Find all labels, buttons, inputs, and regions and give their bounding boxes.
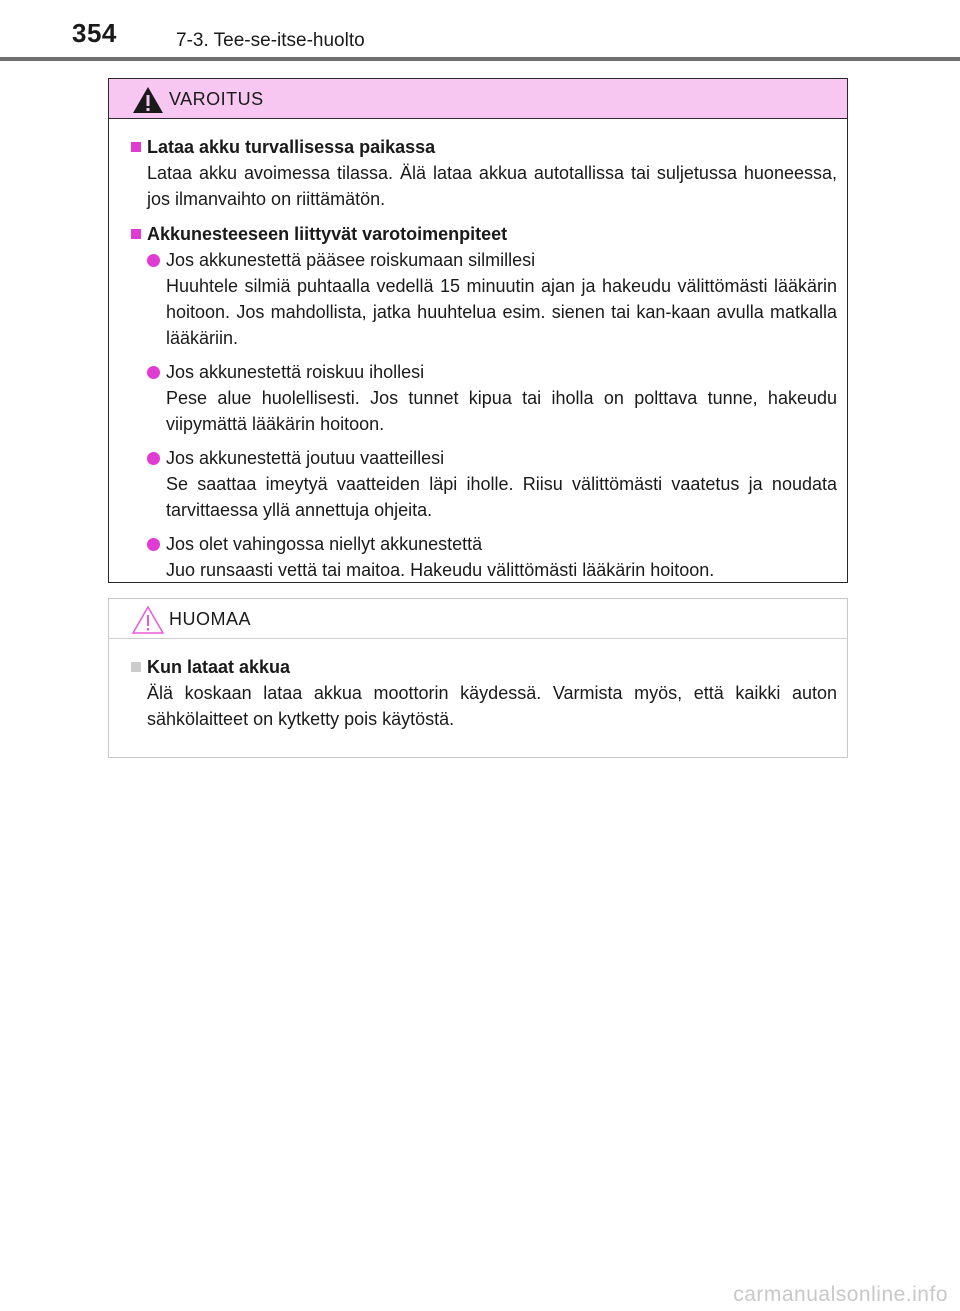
notice-box <box>108 598 848 758</box>
page-number: 354 <box>72 18 117 48</box>
bullet-dot-icon <box>147 538 160 551</box>
notice-body <box>109 639 847 732</box>
bullet-heading: Jos akkunestettä roiskuu ihollesi <box>166 362 425 382</box>
bullet-item <box>147 531 837 583</box>
bullet-text: Juo runsaasti vettä tai maitoa. Hakeudu välittömästi lääkärin hoitoon. <box>166 560 715 580</box>
bullet-item <box>147 359 837 437</box>
warning-item-text: Lataa akku avoimessa tilassa. Älä lataa akkua autotallissa tai suljetussa huoneessa, jos ilmanvaihto on riittämätön. <box>147 163 837 209</box>
notice-label: HUOMAA <box>169 609 252 629</box>
page-header <box>0 0 960 60</box>
bullet-text: Huuhtele silmiä puhtaalla vedellä 15 minuutin ajan ja hakeudu välittömästi lääkärin hoitoon. Jos mahdollista, jatka huuhtelua esim. sienen tai kan-kaan avulla matkalla lääkäriin. <box>166 276 837 348</box>
notice-box-header <box>109 599 847 639</box>
header-rule <box>0 57 960 61</box>
warning-item-title: Lataa akku turvallisessa paikassa <box>147 137 436 157</box>
bullet-text: Pese alue huolellisesti. Jos tunnet kipua tai iholla on polttava tunne, hakeudu viipymättä lääkärin hoitoon. <box>166 388 837 434</box>
bullet-item <box>147 445 837 523</box>
section-marker-icon <box>131 662 141 672</box>
section-marker-icon <box>131 142 141 152</box>
warning-item <box>131 221 837 583</box>
bullet-item <box>147 247 837 351</box>
bullet-heading: Jos akkunestettä pääsee roiskumaan silmillesi <box>166 250 536 270</box>
bullet-heading: Jos olet vahingossa niellyt akkunestettä <box>166 534 483 554</box>
warning-item <box>131 134 837 212</box>
warning-label: VAROITUS <box>169 89 264 109</box>
warning-box-header <box>109 79 847 119</box>
warning-box <box>108 78 848 583</box>
notice-item-text: Älä koskaan lataa akkua moottorin käydessä. Varmista myös, että kaikki auton sähkölaitteet on kytketty pois käytöstä. <box>147 683 837 729</box>
bullet-list <box>131 247 837 583</box>
bullet-dot-icon <box>147 366 160 379</box>
section-title: 7-3. Tee-se-itse-huolto <box>176 30 365 51</box>
section-marker-icon <box>131 229 141 239</box>
warning-body <box>109 119 847 583</box>
bullet-dot-icon <box>147 452 160 465</box>
warning-triangle-icon <box>131 85 165 115</box>
footer-watermark: carmanualsonline.info <box>733 1283 948 1306</box>
warning-item-title: Akkunesteeseen liittyvät varotoimenpiteet <box>147 224 508 244</box>
notice-item <box>131 654 837 732</box>
bullet-dot-icon <box>147 254 160 267</box>
notice-item-title: Kun lataat akkua <box>147 657 291 677</box>
bullet-text: Se saattaa imeytyä vaatteiden läpi iholle. Riisu välittömästi vaatetus ja noudata tarvittaessa yllä annettuja ohjeita. <box>166 474 837 520</box>
bullet-heading: Jos akkunestettä joutuu vaatteillesi <box>166 448 445 468</box>
caution-triangle-outline-icon <box>131 605 165 635</box>
